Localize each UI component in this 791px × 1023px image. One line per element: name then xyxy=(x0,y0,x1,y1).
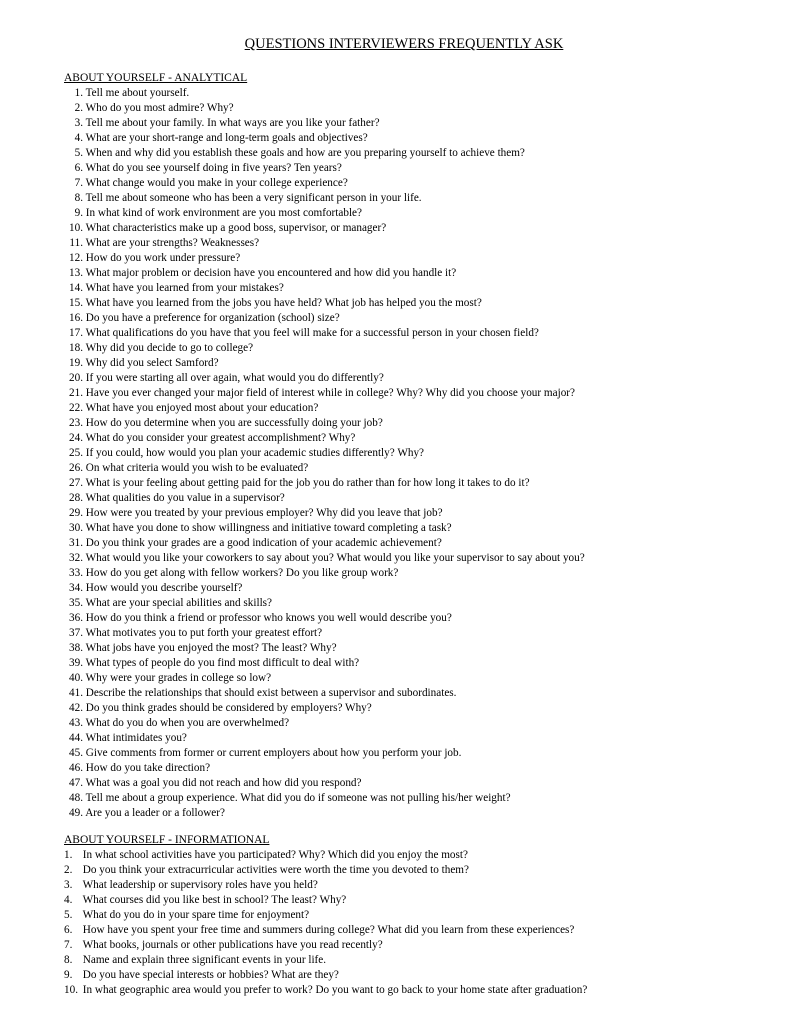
question-item xyxy=(64,386,764,401)
question-item xyxy=(64,731,764,746)
question-item xyxy=(64,908,764,923)
question-item xyxy=(64,281,764,296)
question-item xyxy=(64,236,764,251)
question-number: 17. xyxy=(69,327,83,339)
question-number: 16. xyxy=(69,312,83,324)
question-item xyxy=(64,416,764,431)
question-number: 23. xyxy=(69,417,83,429)
question-text: What do you do in your spare time for enjoyment? xyxy=(82,909,310,921)
question-number: 33. xyxy=(69,567,83,579)
question-number: 5. xyxy=(64,909,73,921)
question-item xyxy=(64,176,764,191)
question-number: 22. xyxy=(69,402,83,414)
question-item xyxy=(64,893,764,908)
question-text: What do you see yourself doing in five years? Ten years? xyxy=(85,162,342,174)
question-number: 2. xyxy=(74,102,83,114)
question-text: Tell me about your family. In what ways are you like your father? xyxy=(85,117,380,129)
question-number: 37. xyxy=(69,627,83,639)
question-number: 25. xyxy=(69,447,83,459)
section-heading: ABOUT YOURSELF - ANALYTICAL xyxy=(64,72,248,84)
question-text: Do you think your grades are a good indication of your academic achievement? xyxy=(85,537,442,549)
question-text: How do you work under pressure? xyxy=(85,252,241,264)
question-number: 7. xyxy=(74,177,83,189)
question-item xyxy=(64,431,764,446)
question-text: What change would you make in your college experience? xyxy=(85,177,348,189)
question-number: 39. xyxy=(69,657,83,669)
question-number: 10. xyxy=(64,984,78,996)
question-item xyxy=(64,686,764,701)
question-text: Do you have special interests or hobbies? What are they? xyxy=(82,969,339,981)
question-number: 27. xyxy=(69,477,83,489)
question-text: What motivates you to put forth your greatest effort? xyxy=(85,627,323,639)
question-number: 3. xyxy=(74,117,83,129)
question-text: Give comments from former or current employers about how you perform your job. xyxy=(85,747,462,759)
question-number: 26. xyxy=(69,462,83,474)
question-item xyxy=(64,761,764,776)
question-number: 12. xyxy=(69,252,83,264)
question-number: 48. xyxy=(69,792,83,804)
question-text: Do you think grades should be considered by employers? Why? xyxy=(85,702,372,714)
question-text: How have you spent your free time and summers during college? What did you learn from these experiences? xyxy=(82,924,575,936)
question-item xyxy=(64,701,764,716)
question-item xyxy=(64,446,764,461)
question-item xyxy=(64,968,764,983)
question-text: What do you consider your greatest accomplishment? Why? xyxy=(85,432,356,444)
question-number: 9. xyxy=(74,207,83,219)
question-text: In what school activities have you participated? Why? Which did you enjoy the most? xyxy=(82,849,468,861)
question-text: Why did you select Samford? xyxy=(85,357,219,369)
question-text: What are your short-range and long-term goals and objectives? xyxy=(85,132,368,144)
question-text: What qualifications do you have that you feel will make for a successful person in your chosen field? xyxy=(85,327,539,339)
question-number: 45. xyxy=(69,747,83,759)
question-text: What have you learned from your mistakes? xyxy=(85,282,284,294)
question-item xyxy=(64,806,764,821)
question-text: Do you have a preference for organization (school) size? xyxy=(85,312,340,324)
question-number: 6. xyxy=(64,924,73,936)
question-number: 38. xyxy=(69,642,83,654)
question-number: 32. xyxy=(69,552,83,564)
question-item xyxy=(64,521,764,536)
question-number: 29. xyxy=(69,507,83,519)
question-text: What have you done to show willingness and initiative toward completing a task? xyxy=(85,522,452,534)
question-number: 43. xyxy=(69,717,83,729)
question-item xyxy=(64,326,764,341)
question-item xyxy=(64,206,764,221)
question-number: 49. xyxy=(69,807,83,819)
question-number: 40. xyxy=(69,672,83,684)
question-item xyxy=(64,131,764,146)
question-number: 19. xyxy=(69,357,83,369)
question-item xyxy=(64,863,764,878)
question-text: What qualities do you value in a supervisor? xyxy=(85,492,285,504)
question-number: 4. xyxy=(64,894,73,906)
question-text: What courses did you like best in school? The least? Why? xyxy=(82,894,347,906)
question-text: How do you get along with fellow workers? Do you like group work? xyxy=(85,567,399,579)
question-text: How do you take direction? xyxy=(85,762,211,774)
question-text: What is your feeling about getting paid for the job you do rather than for how long it takes to do it? xyxy=(85,477,530,489)
question-number: 14. xyxy=(69,282,83,294)
question-number: 35. xyxy=(69,597,83,609)
question-item xyxy=(64,923,764,938)
question-item xyxy=(64,566,764,581)
question-number: 44. xyxy=(69,732,83,744)
question-number: 6. xyxy=(74,162,83,174)
question-text: Name and explain three significant events in your life. xyxy=(82,954,327,966)
question-text: Who do you most admire? Why? xyxy=(85,102,234,114)
question-text: What jobs have you enjoyed the most? The least? Why? xyxy=(85,642,337,654)
question-item xyxy=(64,983,764,998)
question-text: What books, journals or other publications have you read recently? xyxy=(82,939,383,951)
question-item xyxy=(64,551,764,566)
question-item xyxy=(64,116,764,131)
question-text: Do you think your extracurricular activities were worth the time you devoted to them? xyxy=(82,864,469,876)
question-text: Tell me about yourself. xyxy=(85,87,190,99)
question-number: 1. xyxy=(64,849,73,861)
question-number: 30. xyxy=(69,522,83,534)
question-list xyxy=(64,86,764,821)
question-text: What have you enjoyed most about your education? xyxy=(85,402,319,414)
question-text: What are your strengths? Weaknesses? xyxy=(85,237,260,249)
question-item xyxy=(64,776,764,791)
question-text: How do you determine when you are successfully doing your job? xyxy=(85,417,383,429)
question-number: 7. xyxy=(64,939,73,951)
question-item xyxy=(64,491,764,506)
question-item xyxy=(64,938,764,953)
question-number: 10. xyxy=(69,222,83,234)
question-text: What characteristics make up a good boss, supervisor, or manager? xyxy=(85,222,387,234)
question-text: Describe the relationships that should exist between a supervisor and subordinates. xyxy=(85,687,457,699)
question-item xyxy=(64,626,764,641)
question-item xyxy=(64,401,764,416)
question-text: What have you learned from the jobs you have held? What job has helped you the most? xyxy=(85,297,482,309)
section-analytical xyxy=(64,71,764,821)
question-item xyxy=(64,86,764,101)
question-number: 28. xyxy=(69,492,83,504)
question-number: 1. xyxy=(74,87,83,99)
question-number: 20. xyxy=(69,372,83,384)
question-text: Tell me about a group experience. What did you do if someone was not pulling his/her weight? xyxy=(85,792,511,804)
question-item xyxy=(64,656,764,671)
question-number: 15. xyxy=(69,297,83,309)
question-list xyxy=(64,848,764,998)
question-text: What major problem or decision have you encountered and how did you handle it? xyxy=(85,267,457,279)
question-number: 41. xyxy=(69,687,83,699)
question-item xyxy=(64,536,764,551)
question-number: 9. xyxy=(64,969,73,981)
question-text: What intimidates you? xyxy=(85,732,187,744)
question-item xyxy=(64,221,764,236)
section-heading: ABOUT YOURSELF - INFORMATIONAL xyxy=(64,834,270,846)
question-item xyxy=(64,266,764,281)
question-item xyxy=(64,341,764,356)
question-text: In what geographic area would you prefer to work? Do you want to go back to your home state after graduation? xyxy=(82,984,588,996)
question-number: 21. xyxy=(69,387,83,399)
question-number: 8. xyxy=(74,192,83,204)
question-item xyxy=(64,848,764,863)
question-number: 47. xyxy=(69,777,83,789)
question-item xyxy=(64,791,764,806)
question-item xyxy=(64,311,764,326)
question-item xyxy=(64,671,764,686)
question-item xyxy=(64,611,764,626)
question-text: If you were starting all over again, what would you do differently? xyxy=(85,372,384,384)
question-item xyxy=(64,878,764,893)
question-number: 46. xyxy=(69,762,83,774)
question-number: 4. xyxy=(74,132,83,144)
section-informational xyxy=(64,833,764,998)
question-item xyxy=(64,953,764,968)
question-number: 11. xyxy=(69,237,83,249)
question-item xyxy=(64,146,764,161)
question-item xyxy=(64,356,764,371)
question-text: If you could, how would you plan your academic studies differently? Why? xyxy=(85,447,425,459)
question-item xyxy=(64,461,764,476)
question-item xyxy=(64,101,764,116)
question-text: On what criteria would you wish to be evaluated? xyxy=(85,462,309,474)
question-text: What are your special abilities and skills? xyxy=(85,597,273,609)
question-text: How were you treated by your previous employer? Why did you leave that job? xyxy=(85,507,443,519)
question-text: What leadership or supervisory roles have you held? xyxy=(82,879,318,891)
question-item xyxy=(64,641,764,656)
question-number: 18. xyxy=(69,342,83,354)
question-item xyxy=(64,746,764,761)
question-item xyxy=(64,191,764,206)
question-item xyxy=(64,596,764,611)
question-number: 24. xyxy=(69,432,83,444)
question-text: Why were your grades in college so low? xyxy=(85,672,272,684)
question-number: 2. xyxy=(64,864,73,876)
question-item xyxy=(64,716,764,731)
question-item xyxy=(64,581,764,596)
question-text: What types of people do you find most difficult to deal with? xyxy=(85,657,360,669)
question-text: How would you describe yourself? xyxy=(85,582,243,594)
question-text: What do you do when you are overwhelmed? xyxy=(85,717,290,729)
document-title: QUESTIONS INTERVIEWERS FREQUENTLY ASK xyxy=(244,36,564,52)
question-number: 8. xyxy=(64,954,73,966)
question-number: 36. xyxy=(69,612,83,624)
question-text: Are you a leader or a follower? xyxy=(85,807,225,819)
question-text: Tell me about someone who has been a very significant person in your life. xyxy=(85,192,422,204)
question-text: When and why did you establish these goals and how are you preparing yourself to achieve them? xyxy=(85,147,525,159)
question-item xyxy=(64,161,764,176)
question-number: 42. xyxy=(69,702,83,714)
question-text: What was a goal you did not reach and how did you respond? xyxy=(85,777,362,789)
question-text: In what kind of work environment are you most comfortable? xyxy=(85,207,362,219)
question-text: Have you ever changed your major field of interest while in college? Why? Why did you choose your major? xyxy=(85,387,575,399)
question-item xyxy=(64,506,764,521)
question-item xyxy=(64,296,764,311)
question-number: 34. xyxy=(69,582,83,594)
question-text: Why did you decide to go to college? xyxy=(85,342,254,354)
question-number: 5. xyxy=(74,147,83,159)
question-number: 31. xyxy=(69,537,83,549)
question-number: 3. xyxy=(64,879,73,891)
question-text: What would you like your coworkers to say about you? What would you like your supervisor to say about you? xyxy=(85,552,585,564)
question-item xyxy=(64,371,764,386)
question-number: 13. xyxy=(69,267,83,279)
question-text: How do you think a friend or professor who knows you well would describe you? xyxy=(85,612,452,624)
question-item xyxy=(64,476,764,491)
question-item xyxy=(64,251,764,266)
